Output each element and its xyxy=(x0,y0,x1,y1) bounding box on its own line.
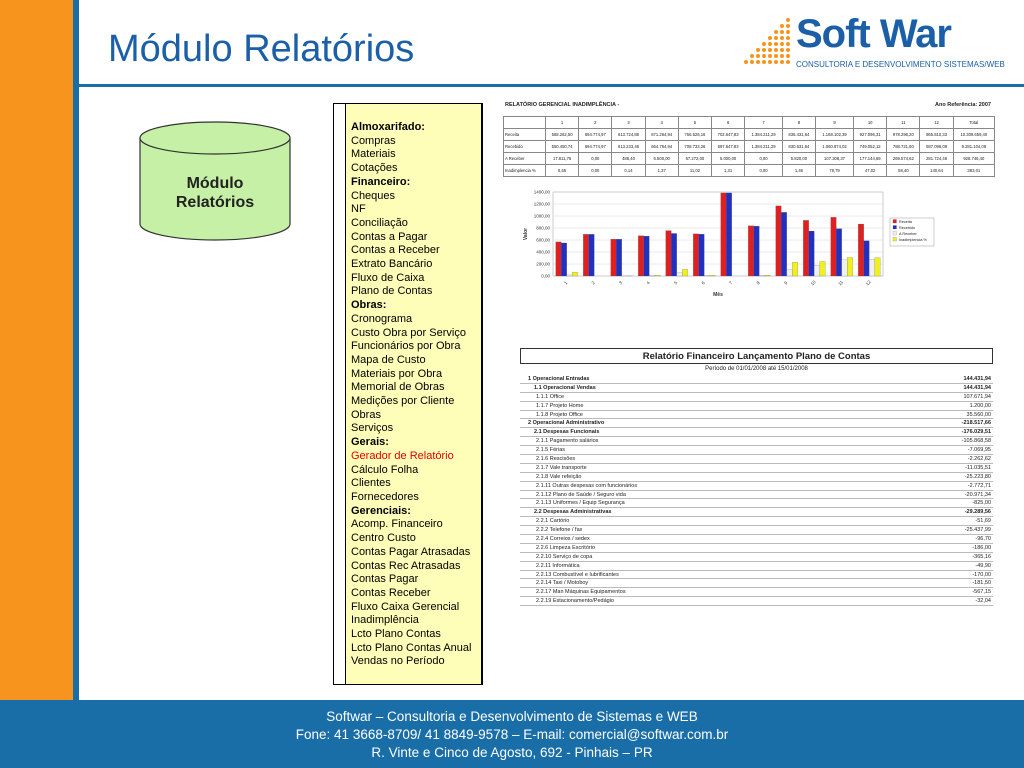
account-description: 1.1.1 Office xyxy=(536,393,565,400)
table-row xyxy=(520,562,993,571)
account-description: 2.2.13 Combustível e lubrificantes xyxy=(536,571,619,578)
chart-x-tick-label: 3 xyxy=(618,280,624,286)
menu-item[interactable]: Inadimplência xyxy=(351,614,419,627)
menu-item[interactable]: Compras xyxy=(351,134,396,147)
table-cell: 269.574,62 xyxy=(887,153,920,165)
account-description: 1 Operacional Entradas xyxy=(528,376,590,382)
account-value: 35.560,00 xyxy=(966,411,991,418)
table-cell: 107.308,37 xyxy=(816,153,854,165)
menu-item[interactable]: Contas a Pagar xyxy=(351,230,428,243)
table-row xyxy=(520,393,993,402)
inadimplencia-bar-chart xyxy=(515,188,935,300)
menu-item[interactable]: Contas Rec Atrasadas xyxy=(351,559,461,572)
chart-bar xyxy=(858,224,864,276)
table-cell: 6 xyxy=(712,117,745,129)
chart-x-tick-label: 11 xyxy=(837,279,845,287)
account-value: -7.069,95 xyxy=(967,447,991,454)
account-value: -186,00 xyxy=(972,544,991,551)
table-cell: 978.296,20 xyxy=(887,129,920,141)
menu-item[interactable]: Funcionários por Obra xyxy=(351,340,461,353)
chart-y-tick-label: 1200,00 xyxy=(533,201,550,207)
table-row xyxy=(520,464,993,473)
table-cell: 5.000,00 xyxy=(712,153,745,165)
table-cell: 836.431,64 xyxy=(782,129,815,141)
table-cell: 788.721,60 xyxy=(887,141,920,153)
table-header-row xyxy=(504,117,995,129)
chart-bar xyxy=(748,226,754,276)
account-description: 2.2.10 Serviço de copa xyxy=(536,553,593,560)
menu-item[interactable]: Custo Obra por Serviço xyxy=(351,326,466,339)
account-value: -825,00 xyxy=(972,500,991,507)
menu-section-header: Gerais: xyxy=(351,436,389,449)
chart-bar xyxy=(644,236,650,276)
chart-bar xyxy=(781,212,787,276)
chart-bar xyxy=(814,265,820,276)
financeiro-period: Período de 01/01/2008 até 15/01/2008 xyxy=(705,366,808,372)
chart-bar xyxy=(754,226,760,276)
table-cell: 1 xyxy=(546,117,579,129)
menu-item[interactable]: Serviços xyxy=(351,422,394,435)
chart-bar xyxy=(589,234,595,276)
chart-x-tick-label: 9 xyxy=(783,280,789,286)
softwar-logo xyxy=(738,10,1018,72)
table-cell: 756.526,16 xyxy=(678,129,711,141)
table-row xyxy=(504,129,995,141)
account-value: 144.431,94 xyxy=(963,384,991,391)
chart-y-tick-label: 200,00 xyxy=(536,261,550,267)
account-value: 1.200,00 xyxy=(969,402,991,409)
table-cell: 7 xyxy=(745,117,783,129)
chart-legend-swatch xyxy=(893,232,897,236)
page-title: Módulo Relatórios xyxy=(108,28,415,70)
menu-item[interactable]: Extrato Bancário xyxy=(351,258,433,271)
menu-item[interactable]: Materiais xyxy=(351,148,396,161)
table-cell: 1.384.211,29 xyxy=(745,141,783,153)
table-row xyxy=(520,588,993,597)
account-description: 2.2.14 Taxi / Motoboy xyxy=(536,580,589,587)
table-cell: 1,31 xyxy=(712,165,745,177)
chart-y-tick-label: 0,00 xyxy=(541,273,550,279)
footer-line3: R. Vinte e Cinco de Agosto, 692 - Pinhais – PR xyxy=(371,745,653,760)
table-cell: 0,14 xyxy=(612,165,645,177)
chart-y-tick-label: 800,00 xyxy=(536,225,550,231)
menu-item[interactable]: Gerador de Relatório xyxy=(351,449,454,462)
table-cell: 5 xyxy=(678,117,711,129)
table-row xyxy=(504,165,995,177)
account-description: 1.1 Operacional Vendas xyxy=(534,384,596,391)
account-value: -32,04 xyxy=(975,598,991,605)
table-row xyxy=(520,411,993,420)
chart-bar xyxy=(792,262,798,276)
table-cell: 708.733,26 xyxy=(678,141,711,153)
chart-bar xyxy=(655,275,661,276)
chart-legend-swatch xyxy=(893,238,897,242)
account-description: 2.2.19 Estacionamento/Pedágio xyxy=(536,598,614,605)
chart-x-tick-label: 12 xyxy=(864,279,872,287)
chart-legend-label: Inadimplencia % xyxy=(899,237,927,242)
table-cell: 488,40 xyxy=(612,153,645,165)
account-description: 2.1.11 Outras despesas com funcionários xyxy=(536,482,638,489)
account-description: 2.1.8 Vale refeição xyxy=(536,473,582,480)
table-row xyxy=(520,508,993,517)
table-cell: 613.233,48 xyxy=(612,141,645,153)
chart-bar xyxy=(847,257,853,276)
table-cell: 1,46 xyxy=(782,165,815,177)
chart-bar xyxy=(765,275,771,276)
account-description: 2.1.7 Vale transporte xyxy=(536,464,587,471)
table-cell: 1.060.874,02 xyxy=(816,141,854,153)
inadimplencia-title: RELATÓRIO GERENCIAL INADIMPLÊNCIA - xyxy=(505,102,620,108)
account-description: 1.1.8 Projeto Office xyxy=(536,411,583,418)
chart-x-tick-label: 7 xyxy=(728,280,734,286)
account-value: -170,00 xyxy=(972,571,991,578)
table-cell: 9.281.104,09 xyxy=(953,141,994,153)
table-cell: 383,01 xyxy=(953,165,994,177)
table-cell: 0,00 xyxy=(579,165,612,177)
table-cell xyxy=(504,117,546,129)
account-value: -96,70 xyxy=(975,536,991,543)
table-cell: 140,64 xyxy=(920,165,953,177)
table-row xyxy=(504,153,995,165)
account-description: 2.1.5 Férias xyxy=(536,447,566,454)
account-value: -51,69 xyxy=(975,518,991,525)
chart-legend-swatch xyxy=(893,220,897,224)
menu-section-header: Financeiro: xyxy=(351,175,411,188)
chart-bar xyxy=(820,261,826,276)
account-value: -25.223,80 xyxy=(964,473,991,480)
menu-item[interactable]: Cheques xyxy=(351,189,396,202)
chart-bar xyxy=(611,239,617,276)
menu-section-header: Gerenciais: xyxy=(351,504,411,517)
table-cell: 6.500,00 xyxy=(645,153,678,165)
chart-x-axis-label: Mês xyxy=(713,292,723,298)
table-cell: Total xyxy=(953,117,994,129)
reports-menu xyxy=(345,103,482,685)
table-cell: 830.631,64 xyxy=(782,141,815,153)
account-description: 2.1.1 Pagamento salários xyxy=(536,438,599,445)
table-cell: 749.052,12 xyxy=(854,141,887,153)
account-value: -49,90 xyxy=(975,562,991,569)
chart-bar xyxy=(682,269,688,276)
logo-name: Soft War xyxy=(796,12,951,56)
chart-bar xyxy=(803,220,809,276)
chart-legend-label: Receita xyxy=(899,219,912,224)
table-cell: 664.764,94 xyxy=(645,141,678,153)
table-row xyxy=(520,419,993,428)
table-cell: A Receber xyxy=(504,153,546,165)
left-sidebar-bar xyxy=(0,0,73,700)
menu-section-header: Obras: xyxy=(351,299,387,312)
chart-bar xyxy=(787,270,793,276)
table-cell: 702.647,83 xyxy=(712,129,745,141)
table-cell: 58,40 xyxy=(887,165,920,177)
table-cell: 568.262,50 xyxy=(546,129,579,141)
account-value: -25.437,99 xyxy=(964,527,991,534)
account-description: 2 Operacional Administrativo xyxy=(528,420,605,427)
menu-item[interactable]: Fluxo Caixa Gerencial xyxy=(351,600,460,613)
module-cylinder xyxy=(138,120,292,244)
chart-bar xyxy=(561,243,567,276)
chart-y-tick-label: 600,00 xyxy=(536,237,550,243)
menu-item[interactable]: Plano de Contas xyxy=(351,285,433,298)
menu-item[interactable]: Vendas no Período xyxy=(351,655,445,668)
chart-x-tick-label: 5 xyxy=(673,280,679,286)
chart-y-axis-label: Valor xyxy=(523,227,529,241)
table-cell: Inadimplencia % xyxy=(504,165,546,177)
chart-bar xyxy=(616,239,622,276)
logo-dots-icon xyxy=(738,10,798,70)
account-value: -218.517,66 xyxy=(961,420,991,427)
menu-item[interactable]: Materiais por Obra xyxy=(351,367,443,380)
account-description: 2.2.2 Telefone / fax xyxy=(536,527,583,534)
account-value: -365,16 xyxy=(972,553,991,560)
chart-x-tick-label: 4 xyxy=(645,280,651,286)
chart-bar xyxy=(875,258,881,276)
menu-item[interactable]: Acomp. Financeiro xyxy=(351,518,443,531)
table-row xyxy=(520,384,993,393)
chart-x-tick-label: 8 xyxy=(755,280,761,286)
table-cell: 281.724,46 xyxy=(920,153,953,165)
account-value: 144.431,94 xyxy=(963,376,991,382)
account-description: 2.1 Despesas Funcionais xyxy=(534,429,600,436)
chart-bar xyxy=(864,241,870,276)
account-description: 2.1.12 Plano de Saúde / Seguro vida xyxy=(536,491,626,498)
chart-x-tick-label: 10 xyxy=(809,279,817,287)
chart-bar xyxy=(831,217,837,276)
chart-x-tick-label: 6 xyxy=(700,280,706,286)
account-value: -181,50 xyxy=(972,580,991,587)
chart-bar xyxy=(699,234,705,276)
menu-item[interactable]: Centro Custo xyxy=(351,532,416,545)
table-row xyxy=(520,482,993,491)
table-cell: 865.810,33 xyxy=(920,129,953,141)
chart-bar xyxy=(556,242,562,276)
table-cell: 550.450,74 xyxy=(546,141,579,153)
table-cell: 927.096,31 xyxy=(854,129,887,141)
table-cell: 5.820,00 xyxy=(782,153,815,165)
table-row xyxy=(520,402,993,411)
chart-bar xyxy=(836,229,842,276)
table-row xyxy=(520,499,993,508)
cylinder-label xyxy=(138,174,292,212)
table-cell: 928.746,40 xyxy=(953,153,994,165)
table-cell: 697.647,83 xyxy=(712,141,745,153)
chart-y-tick-label: 400,00 xyxy=(536,249,550,255)
chart-bar xyxy=(693,234,699,276)
chart-bar xyxy=(776,206,782,276)
account-value: -105.868,58 xyxy=(961,438,991,445)
chart-bar xyxy=(666,231,672,276)
table-row xyxy=(520,446,993,455)
table-row xyxy=(520,553,993,562)
table-cell: 1.168.102,39 xyxy=(816,129,854,141)
menu-item[interactable]: Fluxo de Caixa xyxy=(351,271,425,284)
chart-bar xyxy=(671,233,677,276)
table-row xyxy=(520,571,993,580)
account-description: 2.1.6 Rescisões xyxy=(536,456,576,463)
table-row xyxy=(520,428,993,437)
table-row xyxy=(520,517,993,526)
chart-legend-swatch xyxy=(893,226,897,230)
table-cell: 17.811,76 xyxy=(546,153,579,165)
menu-item[interactable]: Fornecedores xyxy=(351,490,419,503)
account-value: -2.262,62 xyxy=(967,456,991,463)
menu-item[interactable]: Lcto Plano Contas xyxy=(351,628,441,641)
table-cell: 0,00 xyxy=(745,165,783,177)
table-cell: 0,00 xyxy=(745,153,783,165)
table-cell: 11 xyxy=(887,117,920,129)
table-cell: 0,00 xyxy=(579,153,612,165)
account-description: 2.2 Despesas Administrativas xyxy=(534,509,612,516)
table-row xyxy=(520,437,993,446)
account-description: 2.2.17 Man Máquinas Equipamentos xyxy=(536,589,626,596)
menu-item[interactable]: Cálculo Folha xyxy=(351,463,419,476)
menu-item[interactable]: NF xyxy=(351,203,366,216)
table-row xyxy=(520,375,993,384)
menu-item[interactable]: Lcto Plano Contas Anual xyxy=(351,641,472,654)
table-row xyxy=(504,141,995,153)
table-cell: 671.264,94 xyxy=(645,129,678,141)
account-description: 2.2.11 Informática xyxy=(536,562,580,569)
table-row xyxy=(520,535,993,544)
chart-x-tick-label: 2 xyxy=(590,280,596,286)
chart-bar xyxy=(869,259,875,276)
chart-x-tick-label: 1 xyxy=(563,280,569,286)
table-cell: 613.724,88 xyxy=(612,129,645,141)
chart-bar xyxy=(572,272,578,276)
menu-item[interactable]: Contas Pagar xyxy=(351,573,419,586)
chart-y-tick-label: 1000,00 xyxy=(533,213,550,219)
chart-y-tick-label: 1400,00 xyxy=(533,189,550,195)
account-value: -11.035,51 xyxy=(965,464,991,471)
account-description: 2.1.13 Uniformes / Equip Segurança xyxy=(536,500,625,507)
chart-bar xyxy=(721,193,727,276)
table-cell: Recebido xyxy=(504,141,546,153)
table-cell: 694.774,97 xyxy=(579,141,612,153)
chart-bar xyxy=(809,231,815,276)
menu-item[interactable]: Memorial de Obras xyxy=(351,381,445,394)
menu-item[interactable]: Contas a Receber xyxy=(351,244,440,257)
table-row xyxy=(520,473,993,482)
table-cell: 47,02 xyxy=(854,165,887,177)
chart-bar xyxy=(677,273,683,276)
table-cell: 1,37 xyxy=(645,165,678,177)
account-value: -176.029,51 xyxy=(961,429,991,436)
table-cell: 10 xyxy=(854,117,887,129)
table-cell: 12 xyxy=(920,117,953,129)
chart-bar xyxy=(710,275,716,276)
menu-section-header: Almoxarifado: xyxy=(351,121,425,133)
cylinder-label-line2: Relatórios xyxy=(175,194,255,211)
table-cell: Receita xyxy=(504,129,546,141)
table-row xyxy=(520,455,993,464)
table-row xyxy=(520,597,993,606)
title-divider xyxy=(79,84,1024,87)
financeiro-report xyxy=(520,348,993,606)
menu-item[interactable]: Medições por Cliente xyxy=(351,395,455,408)
menu-item[interactable]: Conciliação xyxy=(351,216,408,229)
account-value: 107.671,94 xyxy=(963,393,991,400)
table-cell: 8 xyxy=(782,117,815,129)
menu-item[interactable]: Cronograma xyxy=(351,312,413,325)
account-description: 2.2.4 Correios / sedex xyxy=(536,536,590,543)
chart-legend-label: A Receber xyxy=(899,231,917,236)
financeiro-rows xyxy=(520,375,993,606)
chart-legend-label: Recebido xyxy=(899,225,916,230)
table-cell: 3 xyxy=(612,117,645,129)
menu-item[interactable]: Contas Receber xyxy=(351,586,431,599)
table-cell: 694.774,97 xyxy=(579,129,612,141)
left-sidebar-line xyxy=(73,0,79,700)
chart-bar xyxy=(842,260,848,276)
table-cell: 10.309.659,40 xyxy=(953,129,994,141)
table-row xyxy=(520,491,993,500)
menu-item[interactable]: Clientes xyxy=(351,477,391,490)
table-cell: 2 xyxy=(579,117,612,129)
table-cell: 4 xyxy=(645,117,678,129)
table-cell: 587.096,09 xyxy=(920,141,953,153)
account-description: 2.2.1 Cartório xyxy=(536,518,570,525)
account-description: 2.2.6 Limpeza Escritório xyxy=(536,544,595,551)
chart-bar xyxy=(583,234,589,276)
chart-bar xyxy=(567,275,573,276)
table-row xyxy=(520,526,993,535)
account-value: -2.772,71 xyxy=(967,482,991,489)
table-row xyxy=(520,579,993,588)
footer xyxy=(0,700,1024,768)
table-cell: 11,02 xyxy=(678,165,711,177)
financeiro-title: Relatório Financeiro Lançamento Plano de Contas xyxy=(520,348,993,364)
cylinder-label-line1: Módulo xyxy=(186,175,244,192)
table-cell: 9 xyxy=(816,117,854,129)
logo-subtitle: CONSULTORIA E DESENVOLVIMENTO SISTEMAS/WEB xyxy=(796,60,1005,69)
footer-line2: Fone: 41 3668-8709/ 41 8849-9578 – E-mail: comercial@softwar.com.br xyxy=(295,727,729,742)
table-cell: 78,79 xyxy=(816,165,854,177)
account-value: -20.971,34 xyxy=(964,491,991,498)
inadimplencia-reference-year: Ano Referência: 2007 xyxy=(935,102,991,108)
account-description: 1.1.7 Projeto Home xyxy=(536,402,584,409)
menu-item[interactable]: Contas Pagar Atrasadas xyxy=(351,545,471,558)
table-cell: 57.272,00 xyxy=(678,153,711,165)
account-value: -29.289,56 xyxy=(964,509,991,516)
inadimplencia-table xyxy=(503,116,995,177)
account-value: -567,15 xyxy=(972,589,991,596)
table-cell: 6,55 xyxy=(546,165,579,177)
menu-item[interactable]: Cotações xyxy=(351,162,398,175)
chart-bar xyxy=(726,193,732,276)
table-cell: 1.384.211,29 xyxy=(745,129,783,141)
chart-bar xyxy=(638,236,644,276)
table-cell: 177.144,69 xyxy=(854,153,887,165)
table-row xyxy=(520,544,993,553)
menu-item[interactable]: Mapa de Custo xyxy=(351,353,426,366)
menu-item[interactable]: Obras xyxy=(351,408,381,421)
footer-line1: Softwar – Consultoria e Desenvolvimento de Sistemas e WEB xyxy=(326,709,698,724)
